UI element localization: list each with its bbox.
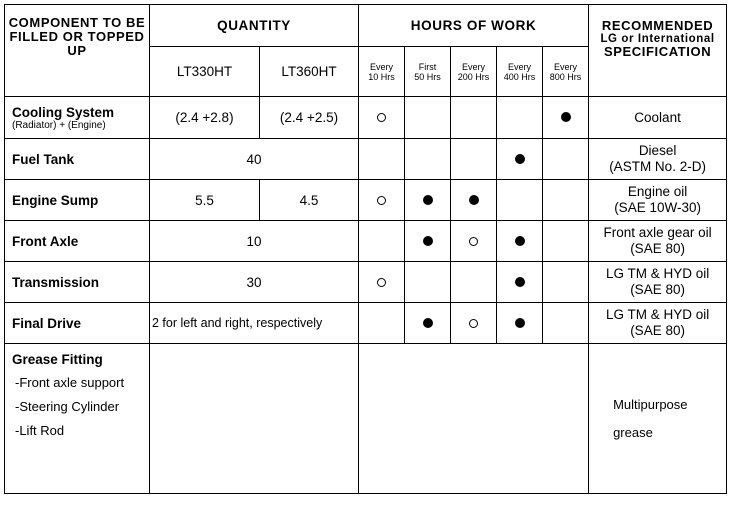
component-cell xyxy=(5,262,150,303)
spec-header-line1: RECOMMENDED xyxy=(601,18,714,33)
model-lt330ht: LT330HT xyxy=(150,47,260,97)
mark-cell xyxy=(451,97,497,139)
table-row xyxy=(5,221,727,262)
quantity-lt360ht: 4.5 xyxy=(260,180,359,221)
mark-cell xyxy=(543,221,589,262)
quantity-header: QUANTITY xyxy=(150,5,359,47)
component-name: Engine Sump xyxy=(12,192,99,208)
mark-cell xyxy=(359,180,405,221)
table-row xyxy=(5,180,727,221)
mark-cell xyxy=(543,139,589,180)
specification-cell: Coolant xyxy=(589,97,727,139)
quantity-lt360ht: (2.4 +2.5) xyxy=(260,97,359,139)
component-header: COMPONENT TO BE FILLED OR TOPPED UP xyxy=(5,5,150,97)
mark-cell xyxy=(405,97,451,139)
mark-cell xyxy=(451,262,497,303)
quantity-merged: 2 for left and right, respectively xyxy=(150,303,359,344)
grease-item: -Front axle support xyxy=(15,375,125,390)
mark-cell xyxy=(451,180,497,221)
quantity-merged: 30 xyxy=(150,262,359,303)
table-row xyxy=(5,262,727,303)
mark-cell xyxy=(405,180,451,221)
grease-hours-cell xyxy=(359,344,589,494)
interval-200hrs: Every 200 Hrs xyxy=(451,47,497,97)
grease-item: -Steering Cylinder xyxy=(15,399,120,414)
filled-circle-icon xyxy=(423,236,433,246)
spec-header-line3: SPECIFICATION xyxy=(603,44,712,59)
mark-cell xyxy=(405,221,451,262)
mark-cell xyxy=(497,262,543,303)
component-cell xyxy=(5,97,150,139)
header-row xyxy=(5,5,727,47)
open-circle-icon xyxy=(469,237,478,246)
mark-cell xyxy=(359,262,405,303)
quantity-lt330ht: (2.4 +2.8) xyxy=(150,97,260,139)
grease-quantity-cell xyxy=(150,344,359,494)
model-lt360ht: LT360HT xyxy=(260,47,359,97)
mark-cell xyxy=(405,262,451,303)
open-circle-icon xyxy=(469,319,478,328)
mark-cell xyxy=(451,303,497,344)
interval-400hrs: Every 400 Hrs xyxy=(497,47,543,97)
filled-circle-icon xyxy=(423,195,433,205)
mark-cell xyxy=(543,180,589,221)
hours-of-work-header: HOURS OF WORK xyxy=(359,5,589,47)
filled-circle-icon xyxy=(561,112,571,122)
specification-cell: Front axle gear oil (SAE 80) xyxy=(589,221,727,262)
grease-row xyxy=(5,344,727,494)
filled-circle-icon xyxy=(515,318,525,328)
mark-cell xyxy=(497,180,543,221)
filled-circle-icon xyxy=(423,318,433,328)
grease-title: Grease Fitting xyxy=(12,352,103,367)
mark-cell xyxy=(543,262,589,303)
component-subtext: (Radiator) + (Engine) xyxy=(12,119,106,131)
component-cell xyxy=(5,303,150,344)
specification-cell: LG TM & HYD oil (SAE 80) xyxy=(589,262,727,303)
mark-cell xyxy=(497,139,543,180)
mark-cell xyxy=(359,221,405,262)
filled-circle-icon xyxy=(515,277,525,287)
component-name: Front Axle xyxy=(12,233,79,249)
mark-cell xyxy=(543,303,589,344)
quantity-merged: 10 xyxy=(150,221,359,262)
specification-header xyxy=(589,5,727,97)
mark-cell xyxy=(359,139,405,180)
table-row xyxy=(5,139,727,180)
component-cell xyxy=(5,180,150,221)
table-row xyxy=(5,303,727,344)
grease-fitting-cell xyxy=(5,344,150,494)
mark-cell xyxy=(451,139,497,180)
specification-cell: Diesel (ASTM No. 2-D) xyxy=(589,139,727,180)
quantity-lt330ht: 5.5 xyxy=(150,180,260,221)
specification-cell: Engine oil (SAE 10W-30) xyxy=(589,180,727,221)
mark-cell xyxy=(359,97,405,139)
table-row xyxy=(5,97,727,139)
specification-cell: LG TM & HYD oil (SAE 80) xyxy=(589,303,727,344)
mark-cell xyxy=(497,303,543,344)
mark-cell xyxy=(497,97,543,139)
component-name: Transmission xyxy=(12,274,100,290)
grease-specification-cell: Multipurpose grease xyxy=(589,344,727,494)
mark-cell xyxy=(451,221,497,262)
component-name: Final Drive xyxy=(12,315,82,331)
component-cell xyxy=(5,221,150,262)
interval-10hrs: Every 10 Hrs xyxy=(359,47,405,97)
quantity-merged: 40 xyxy=(150,139,359,180)
mark-cell xyxy=(497,221,543,262)
spec-header-line2: LG or International xyxy=(600,33,715,45)
interval-800hrs: Every 800 Hrs xyxy=(543,47,589,97)
mark-cell xyxy=(359,303,405,344)
interval-50hrs: First 50 Hrs xyxy=(405,47,451,97)
open-circle-icon xyxy=(377,196,386,205)
mark-cell xyxy=(543,97,589,139)
component-name: Cooling System xyxy=(12,104,115,120)
open-circle-icon xyxy=(377,278,386,287)
open-circle-icon xyxy=(377,113,386,122)
filled-circle-icon xyxy=(515,236,525,246)
component-cell xyxy=(5,139,150,180)
filled-circle-icon xyxy=(469,195,479,205)
mark-cell xyxy=(405,303,451,344)
lubrication-table xyxy=(4,4,727,494)
mark-cell xyxy=(405,139,451,180)
component-name: Fuel Tank xyxy=(12,151,75,167)
grease-item: -Lift Rod xyxy=(15,423,65,438)
filled-circle-icon xyxy=(515,154,525,164)
